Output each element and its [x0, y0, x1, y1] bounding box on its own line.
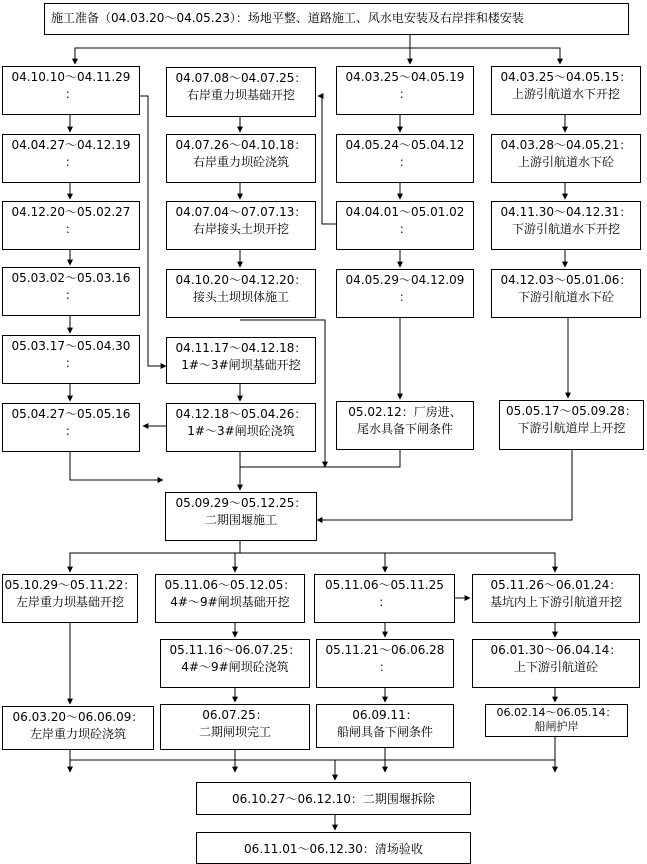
node-c4-step2-date: 04.03.28～04.05.21：: [500, 138, 632, 152]
node-c1-step3-desc: ：: [64, 222, 77, 236]
node-c3-step2-desc: ：: [398, 155, 411, 169]
node-c1-step6-desc: ：: [64, 424, 77, 438]
node-site-clearance: [196, 832, 471, 864]
node-d3-step2-date: 05.11.21～06.06.28: [325, 643, 445, 657]
node-c1-step2-desc: ：: [64, 155, 77, 169]
node-c1-step6: [2, 403, 140, 452]
node-c2-step2-date: 04.07.26～04.10.18：: [175, 138, 307, 152]
node-c1-step2-date: 04.04.27～04.12.19: [11, 138, 131, 152]
node-d3-step3: [316, 704, 454, 748]
node-c3-step2: [336, 134, 474, 183]
node-d3-step1-date: 05.11.06～05.11.25: [325, 578, 444, 592]
node-d2-step2-desc: 4#～9#闸坝砼浇筑: [181, 660, 289, 674]
node-d1-step2-date: 06.03.20～06.06.09：: [12, 710, 144, 724]
node-c1-step3: [2, 201, 140, 250]
node-c4-step4: [491, 269, 641, 318]
node-d2-step1-desc: 4#～9#闸坝基础开挖: [170, 595, 290, 609]
node-d2-step3-desc: 二期闸坝完工: [198, 725, 271, 739]
node-c4-step5-date: 05.05.17～05.09.28：: [506, 404, 637, 418]
node-c2-step3: [166, 201, 316, 250]
node-d3-step3-desc: 船闸具备下闸条件: [336, 725, 433, 739]
node-preparation-text: 施工准备（04.03.20～04.05.23）：场地平整、道路施工、风水电安装及右岸拌和楼安装: [51, 11, 524, 25]
node-c4-step2-desc: 上游引航道水下砼: [517, 155, 614, 169]
node-c4-step5-desc: 下游引航道岸上开挖: [517, 421, 626, 435]
node-c1-step1-date: 04.10.10～04.11.29: [11, 70, 131, 84]
node-c2-step1: [166, 67, 316, 117]
node-d3-step3-date: 06.09.11：: [352, 708, 418, 722]
node-c2-step1-date: 04.07.08～04.07.25：: [175, 71, 307, 85]
node-d4-step2: [472, 639, 640, 688]
node-d1-step2-desc: 左岸重力坝砼浇筑: [29, 727, 126, 741]
node-c3-step3-desc: ：: [398, 222, 411, 236]
node-c3-step5-date: 05.02.12：厂房进、: [348, 405, 462, 419]
node-d2-step2: [160, 639, 310, 688]
node-c3-step4-desc: ：: [398, 290, 411, 304]
node-c3-step2-date: 04.05.24～05.04.12: [345, 138, 465, 152]
node-c3-step4: [336, 269, 474, 318]
node-c1-step4: [2, 267, 140, 316]
node-c1-step1: [2, 66, 140, 115]
node-stage2-cofferdam: [165, 492, 317, 541]
node-d4-step2-date: 06.01.30～06.04.14：: [490, 643, 622, 657]
node-preparation: [44, 3, 629, 35]
node-c4-step4-desc: 下游引航道水下砼: [517, 290, 614, 304]
node-c1-step6-date: 05.04.27～05.05.16: [11, 407, 131, 421]
node-c1-step5: [2, 335, 140, 384]
node-d4-step3: [485, 704, 628, 737]
node-cofferdam-removal-text: 06.10.27～06.12.10：二期围堰拆除: [232, 792, 435, 806]
node-d1-step1-desc: 左岸重力坝基础开挖: [15, 595, 124, 609]
node-d3-step2: [316, 639, 454, 688]
node-c4-step3-desc: 下游引航道水下开挖: [511, 222, 620, 236]
node-c2-step1-desc: 右岸重力坝基础开挖: [186, 88, 295, 102]
node-d4-step1-date: 05.11.26～06.01.24：: [490, 578, 622, 592]
node-c4-step1-desc: 上游引航道水下开挖: [511, 87, 620, 101]
node-c1-step2: [2, 134, 140, 183]
node-c3-step3: [336, 201, 474, 250]
node-d3-step2-desc: ：: [378, 660, 391, 674]
node-c4-step3: [491, 201, 641, 250]
node-c3-step5-desc: 尾水具备下闸条件: [356, 422, 453, 436]
node-d2-step1-date: 05.11.06～05.12.05：: [164, 578, 296, 592]
node-c2-step3-desc: 右岸接头土坝开挖: [192, 222, 289, 236]
node-stage2-cofferdam-desc: 二期围堰施工: [204, 513, 277, 527]
node-c3-step1: [336, 66, 474, 115]
node-c2-step2-desc: 右岸重力坝砼浇筑: [192, 155, 289, 169]
node-d4-step1-desc: 基坑内上下游引航道开挖: [489, 595, 622, 609]
node-c1-step1-desc: ：: [64, 87, 77, 101]
node-d3-step1: [314, 574, 455, 623]
node-cofferdam-removal: [196, 782, 471, 815]
node-c4-step2: [491, 134, 641, 183]
node-d1-step2: [2, 706, 154, 750]
node-d4-step3-date: 06.02.14～06.05.14：: [496, 706, 617, 719]
node-c4-step5: [499, 400, 644, 450]
node-c2-step5: [166, 337, 316, 384]
node-d3-step1-desc: ：: [378, 595, 391, 609]
node-d4-step3-desc: 船闸护岸: [534, 720, 579, 733]
node-c1-step4-desc: ：: [64, 288, 77, 302]
node-c4-step1: [491, 66, 641, 115]
node-c1-step5-desc: ：: [64, 356, 77, 370]
node-c3-step1-date: 04.03.25～04.05.19: [345, 70, 465, 84]
node-d4-step2-desc: 上下游引航道砼: [513, 660, 598, 674]
node-c2-step3-date: 04.07.04～07.07.13：: [175, 205, 307, 219]
node-d2-step3: [160, 704, 310, 750]
node-c3-step1-desc: ：: [398, 87, 411, 101]
node-c3-step5: [336, 401, 474, 450]
node-c2-step5-desc: 1#～3#闸坝基础开挖: [181, 358, 301, 372]
node-d1-step1-date: 05.10.29～05.11.22：: [4, 578, 136, 592]
node-c3-step3-date: 04.04.01～05.01.02: [345, 205, 465, 219]
node-c2-step2: [166, 134, 316, 183]
node-c2-step4: [166, 269, 316, 318]
node-c1-step4-date: 05.03.02～05.03.16: [11, 271, 131, 285]
node-c2-step4-desc: 接头土坝坝体施工: [192, 290, 289, 304]
node-stage2-cofferdam-date: 05.09.29～05.12.25：: [175, 496, 307, 510]
node-c1-step3-date: 04.12.20～05.02.27: [11, 205, 131, 219]
node-d4-step1: [472, 574, 640, 623]
node-c2-step6-date: 04.12.18～05.04.26：: [175, 407, 307, 421]
node-d2-step3-date: 06.07.25：: [202, 708, 268, 722]
node-c4-step1-date: 04.03.25～04.05.15：: [500, 70, 632, 84]
node-d2-step2-date: 05.11.16～06.07.25：: [169, 643, 301, 657]
node-c3-step4-date: 04.05.29～04.12.09: [345, 273, 465, 287]
node-c2-step5-date: 04.11.17～04.12.18：: [175, 341, 307, 355]
node-c4-step3-date: 04.11.30～04.12.31：: [500, 205, 632, 219]
node-c2-step6-desc: 1#～3#闸坝砼浇筑: [187, 424, 295, 438]
node-c2-step4-date: 04.10.20～04.12.20：: [175, 273, 307, 287]
node-d2-step1: [155, 574, 305, 623]
node-c2-step6: [166, 403, 316, 452]
node-c4-step4-date: 04.12.03～05.01.06：: [500, 273, 632, 287]
node-site-clearance-text: 06.11.01～06.12.30：清场验收: [244, 842, 423, 856]
node-c1-step5-date: 05.03.17～05.04.30: [11, 339, 131, 353]
node-d1-step1: [2, 574, 138, 623]
